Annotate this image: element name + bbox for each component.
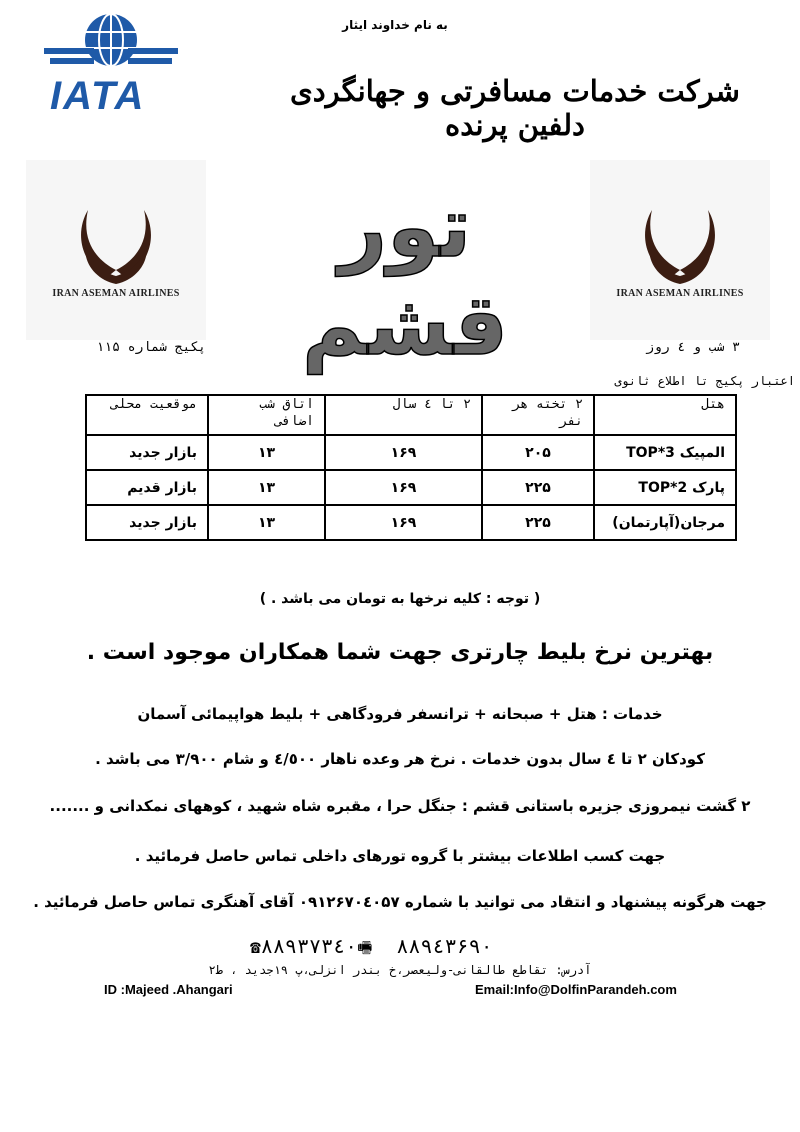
tour-line: ۲ گشت نیمروزی جزیره باستانی قشم : جنگل حرا ، مقبره شاه شهید ، کوههای نمکدانی و .......: [49, 797, 751, 815]
airline-wings-icon: [590, 200, 770, 320]
package-duration: ۳ شب و ٤ روز: [646, 340, 740, 355]
iata-logo-text: IATA: [50, 74, 146, 118]
globe-icon: [36, 8, 186, 78]
hotel-cell: المپیک 3*TOP: [594, 435, 736, 470]
table-row: [86, 435, 736, 470]
currency-note: ( توجه : کلیه نرخها به تومان می باشد . ): [259, 591, 541, 607]
contact-id: ID :Majeed .Ahangari: [104, 982, 233, 997]
airline-logo-left: [26, 160, 206, 340]
table-header-row: [86, 395, 736, 435]
info-line: جهت کسب اطلاعات بیشتر با گروه تورهای داخلی تماس حاصل فرمائید .: [134, 847, 666, 865]
contact-numbers: [250, 934, 570, 960]
header-location: موقعیت محلی: [86, 395, 208, 435]
fax-number: ۸۸۹٤۳۶۹۰: [396, 934, 493, 958]
package-validity: اعتبار پکیج تا اطلاع ثانوی: [614, 374, 795, 388]
services-line: خدمات : هتل + صبحانه + ترانسفر فرودگاهی + بلیط هواپیمائی آسمان: [137, 705, 663, 723]
iata-logo: [36, 8, 186, 116]
feedback-line: جهت هرگونه پیشنهاد و انتقاد می توانید با شماره ۰۹۱۲۶۷۰٤۰۵۷ آقای آهنگری تماس حاصل فرمائید .: [33, 893, 767, 911]
fax-icon: 🖷: [357, 938, 373, 957]
child-cell: ۱۶۹: [325, 505, 482, 540]
location-cell: بازار جدید: [86, 505, 208, 540]
extra-night-cell: ۱۳: [208, 470, 325, 505]
hotel-cell: مرجان(آپارتمان): [594, 505, 736, 540]
extra-night-cell: ۱۳: [208, 505, 325, 540]
child-cell: ۱۶۹: [325, 435, 482, 470]
header-child: ۲ تا ٤ سال: [325, 395, 482, 435]
package-number: پکیج شماره ۱۱۵: [96, 340, 206, 355]
tour-title: تور قشم: [301, 178, 509, 374]
header-hotel: هتل: [594, 395, 736, 435]
airline-logo-right: [590, 160, 770, 340]
phone-number: ۸۸۹۳۷۳٤۰: [260, 934, 358, 958]
rates-table: [85, 394, 737, 541]
double-cell: ۲۲۵: [482, 470, 594, 505]
header-extra-night: اتاق شب اضافی: [208, 395, 325, 435]
address: آدرس: تقاطع طالقانی-ولیعصر،خ بندر انزلی،پ ۱۹جدید ، ط۲: [208, 963, 592, 977]
airline-name-left: IRAN ASEMAN AIRLINES: [52, 288, 180, 299]
best-rate-line: بهترین نرخ بلیط چارتری جهت شما همکاران موجود است .: [86, 640, 714, 665]
airline-wings-icon: [26, 200, 206, 320]
header-double: ۲ تخته هر نفر: [482, 395, 594, 435]
extra-night-cell: ۱۳: [208, 435, 325, 470]
child-cell: ۱۶۹: [325, 470, 482, 505]
location-cell: بازار قدیم: [86, 470, 208, 505]
double-cell: ۲۰۵: [482, 435, 594, 470]
table-row: [86, 505, 736, 540]
telephone-icon: ☎: [250, 937, 261, 958]
children-line: کودکان ۲ تا ٤ سال بدون خدمات . نرخ هر وعده ناهار ٤/٥۰۰ و شام ۳/۹۰۰ می باشد .: [95, 750, 705, 768]
table-row: [86, 470, 736, 505]
location-cell: بازار جدید: [86, 435, 208, 470]
bismillah: به نام خداوند ایثار: [342, 18, 448, 32]
double-cell: ۲۲۵: [482, 505, 594, 540]
airline-name-right: IRAN ASEMAN AIRLINES: [616, 288, 744, 299]
company-name: شرکت خدمات مسافرتی و جهانگردی دلفین پرنده: [290, 74, 740, 142]
hotel-cell: پارک 2*TOP: [594, 470, 736, 505]
contact-email[interactable]: Email:Info@DolfinParandeh.com: [475, 982, 677, 997]
